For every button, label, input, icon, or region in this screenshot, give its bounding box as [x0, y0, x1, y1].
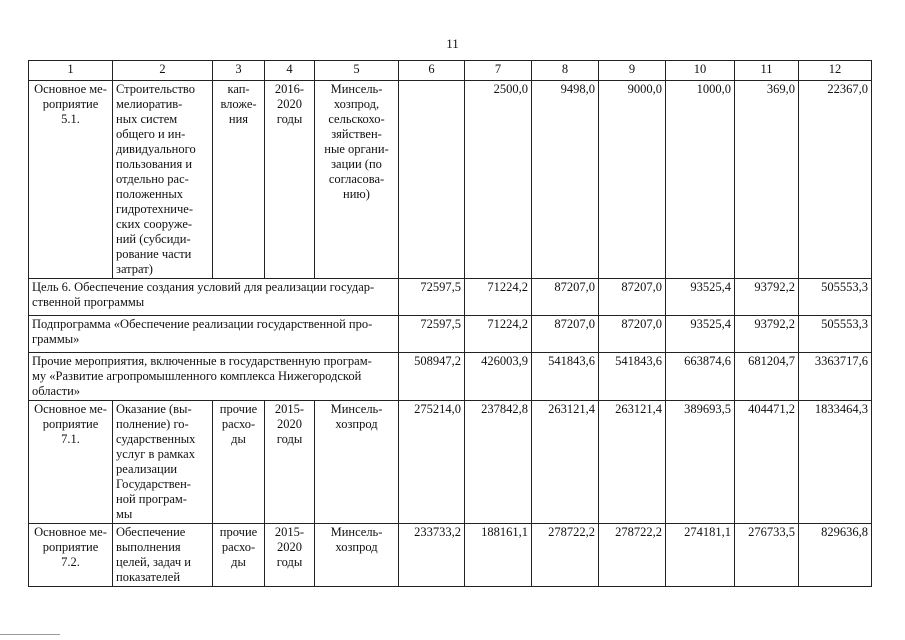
value-cell: 278722,2	[532, 524, 599, 587]
period: 2015- 2020 годы	[265, 524, 315, 587]
value-cell: 426003,9	[465, 353, 532, 401]
value-cell: 87207,0	[532, 279, 599, 316]
period: 2015- 2020 годы	[265, 401, 315, 524]
header-cell: 9	[599, 61, 666, 81]
value-cell: 505553,3	[799, 316, 872, 353]
value-cell: 508947,2	[399, 353, 465, 401]
value-cell: 1000,0	[666, 81, 735, 279]
subprogram-title: Подпрограмма «Обеспечение реализации государственной про- граммы»	[29, 316, 399, 353]
header-cell: 6	[399, 61, 465, 81]
value-cell: 505553,3	[799, 279, 872, 316]
header-cell: 3	[213, 61, 265, 81]
value-cell: 93792,2	[735, 279, 799, 316]
executor: Минсель- хозпрод	[315, 524, 399, 587]
executor: Минсель- хозпрод, сельскохо- зяйствен- ные органи- зации (по согласова- нию)	[315, 81, 399, 279]
measure-description: Строительство мелиоратив- ных систем общего и ин- дивидуального пользования и отдельно рас- положенных гидротехниче- ских сооруже- ний (субсиди- рование части затрат)	[113, 81, 213, 279]
executor: Минсель- хозпрод	[315, 401, 399, 524]
value-cell: 263121,4	[532, 401, 599, 524]
value-cell: 1833464,3	[799, 401, 872, 524]
period: 2016- 2020 годы	[265, 81, 315, 279]
value-cell: 369,0	[735, 81, 799, 279]
value-cell: 87207,0	[599, 279, 666, 316]
value-cell: 9498,0	[532, 81, 599, 279]
value-cell: 71224,2	[465, 316, 532, 353]
table-row	[29, 316, 872, 353]
value-cell: 404471,2	[735, 401, 799, 524]
value-cell: 541843,6	[599, 353, 666, 401]
table-row	[29, 524, 872, 587]
table-row	[29, 353, 872, 401]
header-cell: 7	[465, 61, 532, 81]
value-cell: 87207,0	[599, 316, 666, 353]
header-cell: 5	[315, 61, 399, 81]
header-cell: 8	[532, 61, 599, 81]
value-cell: 275214,0	[399, 401, 465, 524]
value-cell: 93525,4	[666, 316, 735, 353]
value-cell: 72597,5	[399, 316, 465, 353]
value-cell: 2500,0	[465, 81, 532, 279]
measure-number: Основное ме- роприятие 7.1.	[29, 401, 113, 524]
value-cell: 93792,2	[735, 316, 799, 353]
page-number: 11	[446, 36, 459, 51]
value-cell: 3363717,6	[799, 353, 872, 401]
goal-title: Цель 6. Обеспечение создания условий для реализации государ- ственной программы	[29, 279, 399, 316]
value-cell: 233733,2	[399, 524, 465, 587]
value-cell: 263121,4	[599, 401, 666, 524]
value-cell	[399, 81, 465, 279]
value-cell: 72597,5	[399, 279, 465, 316]
value-cell: 681204,7	[735, 353, 799, 401]
value-cell: 22367,0	[799, 81, 872, 279]
header-cell: 12	[799, 61, 872, 81]
table-row	[29, 279, 872, 316]
value-cell: 389693,5	[666, 401, 735, 524]
scan-edge-mark	[0, 634, 60, 635]
value-cell: 9000,0	[599, 81, 666, 279]
table-row	[29, 81, 872, 279]
value-cell: 278722,2	[599, 524, 666, 587]
value-cell: 87207,0	[532, 316, 599, 353]
header-cell: 11	[735, 61, 799, 81]
measure-description: Оказание (вы- полнение) го- сударственных услуг в рамках реализации Государствен- ной програм- мы	[113, 401, 213, 524]
value-cell: 276733,5	[735, 524, 799, 587]
other-measures-title: Прочие мероприятия, включенные в государственную програм- му «Развитие агропромышленного комплекса Нижегородской области»	[29, 353, 399, 401]
table-row	[29, 401, 872, 524]
header-row	[29, 61, 872, 81]
measure-number: Основное ме- роприятие 7.2.	[29, 524, 113, 587]
measure-description: Обеспечение выполнения целей, задач и показателей	[113, 524, 213, 587]
expense-type: кап- вложе- ния	[213, 81, 265, 279]
value-cell: 71224,2	[465, 279, 532, 316]
measure-number: Основное ме- роприятие 5.1.	[29, 81, 113, 279]
expense-type: прочие расхо- ды	[213, 524, 265, 587]
header-cell: 2	[113, 61, 213, 81]
budget-table	[28, 60, 872, 587]
header-cell: 1	[29, 61, 113, 81]
value-cell: 663874,6	[666, 353, 735, 401]
value-cell: 188161,1	[465, 524, 532, 587]
value-cell: 829636,8	[799, 524, 872, 587]
value-cell: 237842,8	[465, 401, 532, 524]
value-cell: 541843,6	[532, 353, 599, 401]
value-cell: 274181,1	[666, 524, 735, 587]
value-cell: 93525,4	[666, 279, 735, 316]
header-cell: 4	[265, 61, 315, 81]
header-cell: 10	[666, 61, 735, 81]
expense-type: прочие расхо- ды	[213, 401, 265, 524]
